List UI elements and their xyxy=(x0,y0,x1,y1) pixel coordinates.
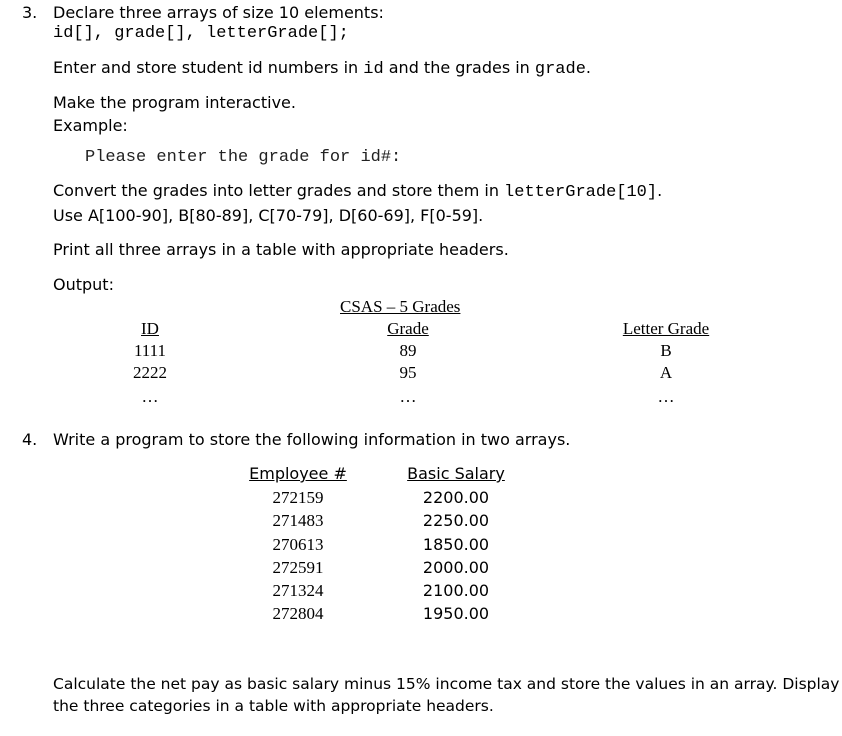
q3-title: Declare three arrays of size 10 elements: xyxy=(53,3,384,22)
employee-id: 271483 xyxy=(272,511,324,530)
basic-salary: 2100.00 xyxy=(422,581,490,600)
header-employee: Employee # xyxy=(249,464,347,483)
q3-convert-line xyxy=(53,181,662,202)
basic-salary: 2000.00 xyxy=(422,558,490,577)
q3-number: 3. xyxy=(22,3,38,22)
q3-print-text: Print all three arrays in a table with appropriate headers. xyxy=(53,240,509,259)
convert-text-pre: Convert the grades into letter grades and store them in xyxy=(53,181,505,200)
employee-id: 272591 xyxy=(272,558,324,577)
q3-example-label: Example: xyxy=(53,116,128,135)
table-cell-id: 1111 xyxy=(133,341,167,360)
q3-prompt-code: Please enter the grade for id#: xyxy=(85,148,402,167)
table-cell-ellipsis: … xyxy=(399,387,417,406)
table-cell-letter: A xyxy=(659,363,673,382)
q4-calc-line2: the three categories in a table with appropriate headers. xyxy=(53,697,494,715)
q4-number: 4. xyxy=(22,430,38,449)
enter-code-id: id xyxy=(363,60,384,79)
basic-salary: 1850.00 xyxy=(422,535,490,554)
table-cell-grade: 89 xyxy=(399,341,417,360)
enter-text-mid: and the grades in xyxy=(383,58,535,77)
convert-text-end: . xyxy=(657,181,663,200)
employee-id: 272159 xyxy=(272,488,324,507)
q3-enter-line xyxy=(53,58,591,79)
q4-calc-line1: Calculate the net pay as basic salary minus 15% income tax and store the values in an array. Display xyxy=(53,675,840,693)
table-cell-ellipsis: … xyxy=(141,387,159,406)
q3-use-scale: Use A[100-90], B[80-89], C[70-79], D[60-69], F[0-59]. xyxy=(53,206,484,225)
enter-code-grade: grade xyxy=(534,60,586,79)
table-cell-ellipsis: … xyxy=(657,387,675,406)
table-cell-id: 2222 xyxy=(133,363,167,382)
header-id: ID xyxy=(141,319,159,338)
table-cell-letter: B xyxy=(660,341,672,360)
q3-interactive: Make the program interactive. xyxy=(53,93,296,112)
convert-code: letterGrade[10] xyxy=(504,183,658,202)
table-cell-grade: 95 xyxy=(399,363,417,382)
employee-id: 270613 xyxy=(272,535,324,554)
grades-table-title: CSAS – 5 Grades xyxy=(340,297,461,316)
q3-arrays-code: id[], grade[], letterGrade[]; xyxy=(53,24,349,43)
q4-title: Write a program to store the following information in two arrays. xyxy=(53,430,571,449)
basic-salary: 2200.00 xyxy=(422,488,490,507)
q3-output-label: Output: xyxy=(53,275,114,294)
header-grade: Grade xyxy=(387,319,429,338)
basic-salary: 1950.00 xyxy=(422,604,490,623)
enter-text-pre: Enter and store student id numbers in xyxy=(53,58,364,77)
employee-id: 272804 xyxy=(272,604,324,623)
header-letter-grade: Letter Grade xyxy=(622,319,710,338)
basic-salary: 2250.00 xyxy=(422,511,490,530)
employee-id: 271324 xyxy=(272,581,324,600)
header-basic-salary: Basic Salary xyxy=(407,464,505,483)
enter-text-end: . xyxy=(585,58,592,77)
